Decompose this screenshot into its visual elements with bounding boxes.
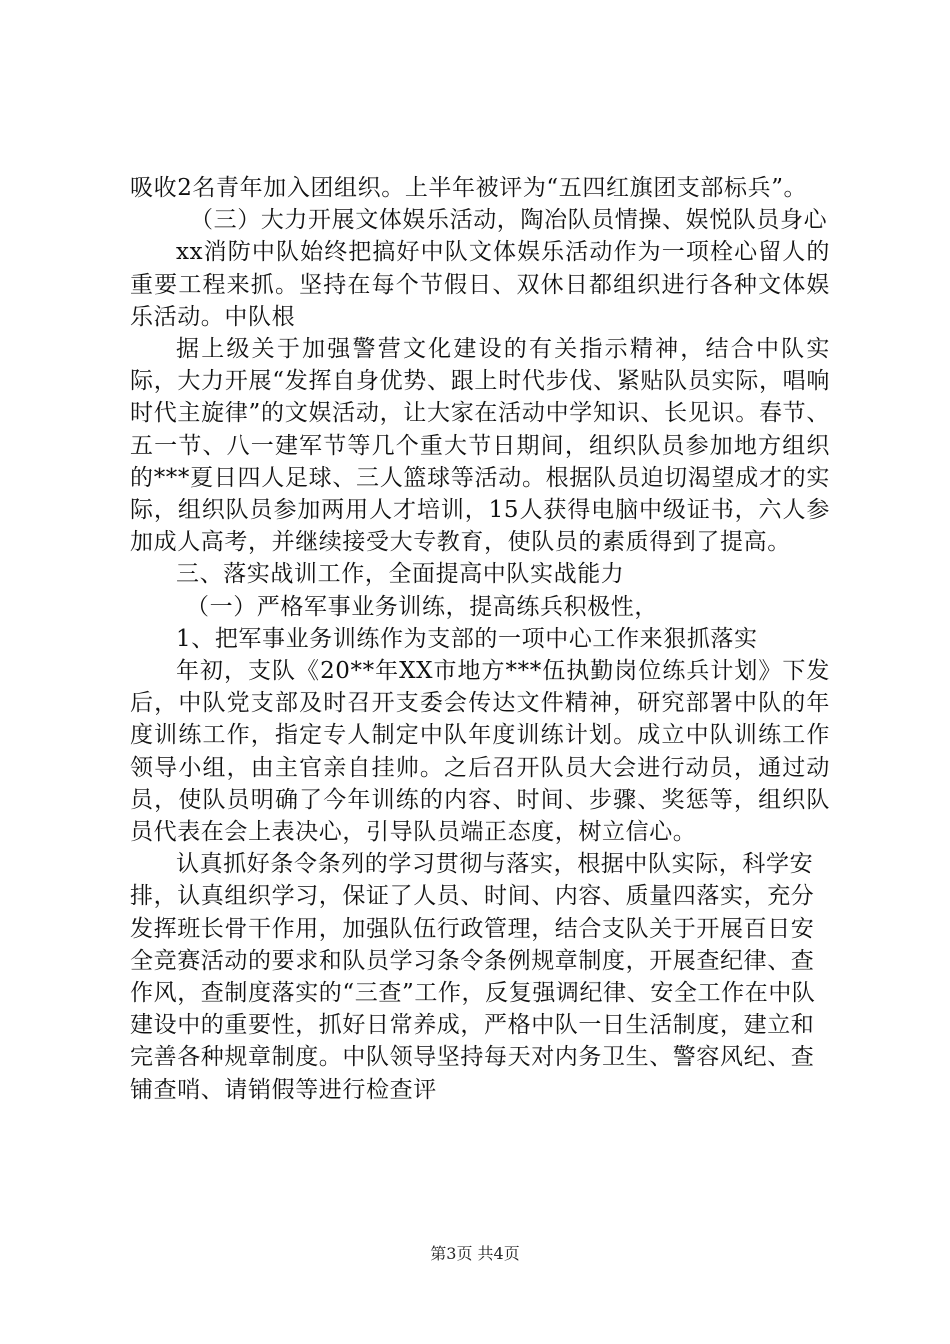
paragraph-league-recruitment: 吸收2名青年加入团组织。上半年被评为“五四红旗团支部标兵”。 [130,175,808,201]
section-heading-recreation: （三）大力开展文体娱乐活动，陶冶队员情操、娱悦队员身心 [190,207,828,234]
item-heading-central-task: 1、把军事业务训练作为支部的一项中心工作来狠抓落实 [176,625,758,652]
paragraph-training-plan: 年初，支队《20**年XX市地方***伍执勤岗位练兵计划》下发后，中队党支部及时召开支委会传达文件精神，研究部署中队的年度训练工作，指定专人制定中队年度训练计划。成立中队训练工作领导小组，由主官亲自挂帅。之后召开队员大会进行动员，通过动员，使队员明确了今年训练的内容、时间、步骤、奖惩等，组织队员代表在会上表决心，引导队员端正态度，树立信心。 [130,658,830,846]
page-footer [0,1244,950,1264]
paragraph-recreation-intro: xx消防中队始终把搞好中队文体娱乐活动作为一项栓心留人的重要工程来抓。坚持在每个节假日、双休日都组织进行各种文体娱乐活动。中队根 [130,239,830,330]
document-body [130,172,830,1106]
section-heading-combat-training: 三、落实战训工作，全面提高中队实战能力 [176,561,625,588]
subsection-heading-military-training: （一）严格军事业务训练，提高练兵积极性， [186,593,658,620]
paragraph-recreation-activities: 据上级关于加强警营文化建设的有关指示精神，结合中队实际，大力开展“发挥自身优势、跟上时代步伐、紧贴队员实际，唱响时代主旋律”的文娱活动，让大家在活动中学知识、长见识。春节、五一节、八一建军节等几个重大节日期间，组织队员参加地方组织的***夏日四人足球、三人篮球等活动。根据队员迫切渴望成才的实际，组织队员参加两用人才培训，15人获得电脑中级证书，六人参加成人高考，并继续接受大专教育，使队员的素质得到了提高。 [130,336,830,556]
paragraph-regulations-study: 认真抓好条令条列的学习贯彻与落实，根据中队实际，科学安排，认真组织学习，保证了人员、时间、内容、质量四落实，充分发挥班长骨干作用，加强队伍行政管理，结合支队关于开展百日安全竞赛活动的要求和队员学习条令条例规章制度，开展查纪律、查作风，查制度落实的“三查”工作，反复强调纪律、安全工作在中队建设中的重要性，抓好日常养成，严格中队一日生活制度，建立和完善各种规章制度。中队领导坚持每天对内务卫生、警容风纪、查铺查哨、请销假等进行检查评 [130,851,816,1103]
page-number-label: 第3页 共4页 [430,1244,520,1263]
